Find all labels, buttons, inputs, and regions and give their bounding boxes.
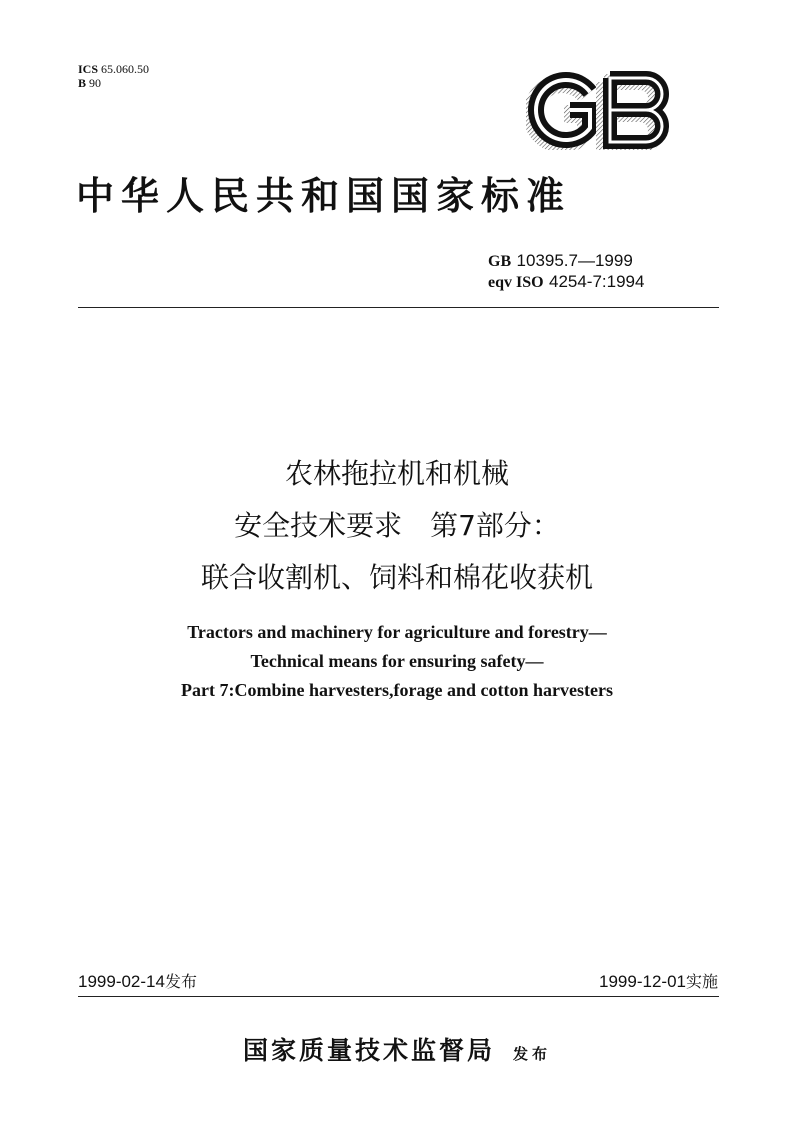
english-title-line-1: Tractors and machinery for agriculture and forestry—	[187, 622, 607, 642]
english-title-line-2: Technical means for ensuring safety—	[250, 651, 544, 671]
standard-number-line: GB 10395.7—1999	[488, 251, 633, 270]
standard-numbers	[488, 251, 644, 293]
publisher	[0, 1031, 794, 1067]
ccs-line: B 90	[78, 76, 102, 90]
footer-divider	[78, 996, 719, 997]
chinese-title-line-1: 农林拖拉机和机械	[284, 457, 509, 490]
equivalent-standard-number: 4254-7:1994	[548, 272, 645, 291]
ics-line: ICS 65.060.50	[78, 62, 150, 76]
chinese-title	[0, 448, 794, 604]
standard-number: 10395.7—1999	[516, 251, 633, 270]
national-standard-title: 中华人民共和国国家标准	[76, 173, 572, 218]
issue-date: 1999-02-14发布	[78, 972, 197, 991]
equivalent-standard-line: eqv ISO 4254-7:1994	[488, 272, 645, 291]
classification-codes	[78, 62, 149, 90]
english-title	[0, 618, 794, 705]
chinese-title-line-3: 联合收割机、饲料和棉花收获机	[200, 561, 593, 594]
english-title-line-3: Part 7:Combine harvesters,forage and cotton harvesters	[181, 680, 613, 700]
publisher-action: 发布	[513, 1045, 552, 1063]
chinese-title-line-2: 安全技术要求 第7部分：	[234, 509, 560, 542]
publisher-name: 国家质量技术监督局	[242, 1036, 495, 1065]
ics-value: 65.060.50	[101, 62, 150, 76]
ccs-value: 90	[89, 76, 102, 90]
header-divider	[78, 307, 719, 308]
effective-date: 1999-12-01实施	[599, 972, 718, 991]
gb-logo-icon	[526, 70, 676, 150]
